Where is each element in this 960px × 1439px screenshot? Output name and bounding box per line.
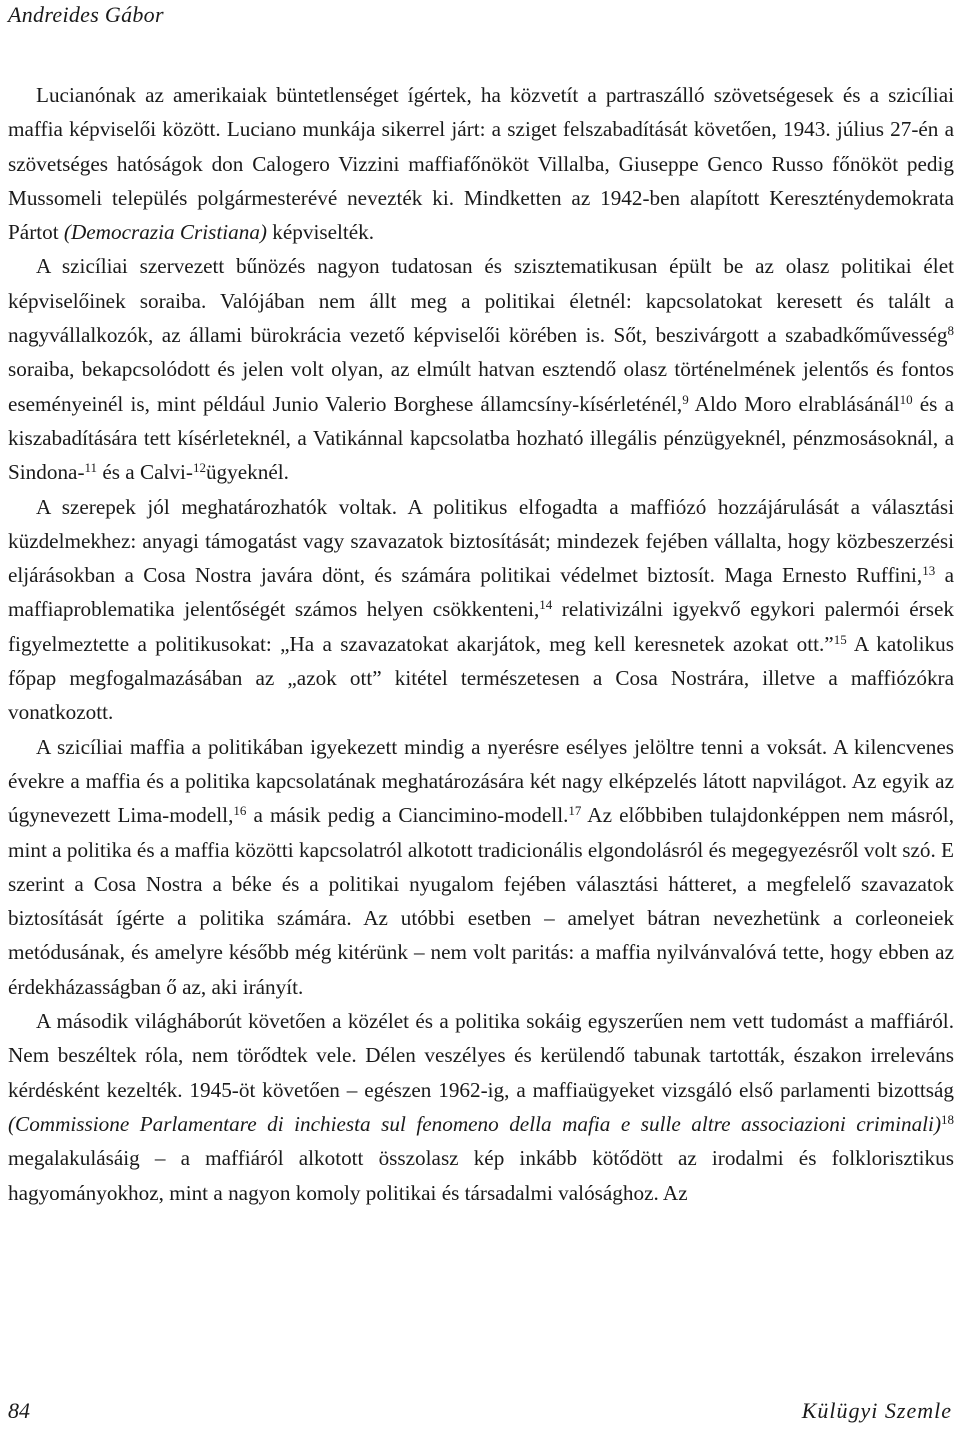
text-run: ügyeknél.	[205, 460, 289, 485]
text-run: A szerepek jól meghatározhatók voltak. A politikus elfogadta a maffiózó hozzájárulását a választási küzdelmekhez: anyagi támogatást vagy szavazatok biztosítását; mindezek fejében vállalta, hogy közbeszerzési eljárásokban a Cosa Nostra javára dönt, és számára politikai védelmet biztosít. Maga Ernesto Ruffini,	[8, 494, 954, 588]
article-body	[8, 78, 954, 1210]
body-paragraph	[8, 490, 954, 730]
footnote-ref: 14	[539, 597, 553, 613]
italic-phrase: (Democrazia Cristiana)	[63, 220, 267, 245]
text-run: Lucianónak az amerikaiak büntetlenséget ígértek, ha közvetít a partraszálló szövetségesek és a szicíliai maffia képviselői között. Luciano munkája sikerrel járt: a sziget felszabadítását követően, 1943. július 27-én a szövetséges hatóságok don Calogero Vizzini maffiafőnököt Villalba, Giuseppe Genco Russo főnököt pedig Mussomeli település polgármesterévé nevezték ki. Mindketten az 1942-ben alapított Kereszténydemokrata Pártot	[8, 83, 954, 245]
footnote-ref: 12	[192, 460, 206, 476]
body-paragraph	[8, 730, 954, 1004]
text-run: Az előbbiben tulajdonképpen nem másról, mint a politika és a maffia közötti kapcsolatról alkotott tradicionális elgondolásról és megegyezésről volt szó. E szerint a Cosa Nostra a béke és a politikai nyugalom fejében választási hátteret, a megfelelő szavazatok biztosítását ígérte a politika számára. Az utóbbi esetben – amelyet bátran nevezhetünk a corleoneiek metódusának, és amelyre később még kitérünk – nem volt paritás: a maffia nyilvánvalóvá tette, hogy ebben az érdekházasságban ő az, aki irányít.	[8, 803, 954, 999]
text-run: A második világháborút követően a közélet és a politika sokáig egyszerűen nem vett tudomást a maffiáról. Nem beszéltek róla, nem törődtek vele. Délen veszélyes és kerülendő tabunak tartották, északon irreleváns kérdésként kezelték. 1945-öt követően – egészen 1962-ig, a maffiaügyeket vizsgáló első parlamenti bizottság	[8, 1009, 954, 1102]
footnote-ref: 18	[941, 1111, 954, 1127]
text-run: megalakulásáig – a maffiáról alkotott összolasz kép inkább kötődött az irodalmi és folklorisztikus hagyományokhoz, mint a nagyon komoly politikai és társadalmi valósághoz. Az	[8, 1146, 954, 1205]
body-paragraph	[8, 78, 954, 249]
text-run: A katolikus főpap megfogalmazásában az „azok ott” kitétel természetesen a Cosa Nostrára, illetve a maffiózókra vonatkozott.	[8, 631, 954, 725]
footnote-ref: 8	[947, 323, 954, 339]
footnote-ref: 15	[833, 631, 847, 647]
text-run: Aldo Moro elrablásánál	[688, 391, 900, 416]
footnote-ref: 10	[899, 391, 913, 407]
running-head-author: Andreides Gábor	[8, 2, 164, 27]
text-run: relativizálni igyekvő egykori palermói érsek figyelmeztette a politikusokat: „Ha a szavazatokat akarjátok, meg kell keresnetek azokat ott.”	[8, 597, 954, 656]
italic-phrase: (Commissione Parlamentare di inchiesta sul fenomeno della mafia e sulle altre associazioni criminali)	[8, 1111, 941, 1136]
footnote-ref: 13	[922, 563, 936, 579]
footnote-ref: 9	[682, 391, 689, 407]
footnote-ref: 11	[84, 460, 98, 476]
text-run: és a kiszabadítására tett kísérleteknél, a Vatikánnal kapcsolatba hozható illegális pénzügyeknél, pénzmosásoknál, a Sindona-	[8, 391, 954, 485]
footnote-ref: 17	[568, 803, 582, 819]
page-number: 84	[8, 1398, 30, 1423]
text-run: A szicíliai szervezett bűnözés nagyon tudatosan és szisztematikusan épült be az olasz politikai élet képviselőinek soraiba. Valójában nem állt meg a politikai életnél: kapcsolatokat keresett és talált a nagyvállalkozók, az állami bürokrácia vezető képviselői körében is. Sőt, beszivárgott a szabadkőművesség	[8, 254, 954, 348]
text-run: és a Calvi-	[97, 460, 193, 485]
text-run: soraiba, bekapcsolódott és jelen volt olyan, az elmúlt hatvan esztendő olasz történelmének jelentős és fontos eseményeinél is, mint például Junio Valerio Borghese államcsíny-kísérleténél,	[8, 357, 954, 416]
text-run: a maffiaproblematika jelentőségét számos helyen csökkenteni,	[8, 563, 954, 622]
text-run: képviselték.	[266, 220, 375, 245]
body-paragraph	[8, 1004, 954, 1210]
text-run: A szicíliai maffia a politikában igyekezett mindig a nyerésre esélyes jelöltre tenni a voksát. A kilencvenes évekre a maffia és a politika kapcsolatának meghatározására két nagy elképzelés látott napvilágot. Az egyik az úgynevezett Lima-modell,	[8, 734, 954, 828]
footnote-ref: 16	[233, 803, 247, 819]
body-paragraph	[8, 249, 954, 489]
journal-title: Külügyi Szemle	[801, 1398, 952, 1423]
text-run: a másik pedig a Ciancimino-modell.	[246, 803, 569, 828]
